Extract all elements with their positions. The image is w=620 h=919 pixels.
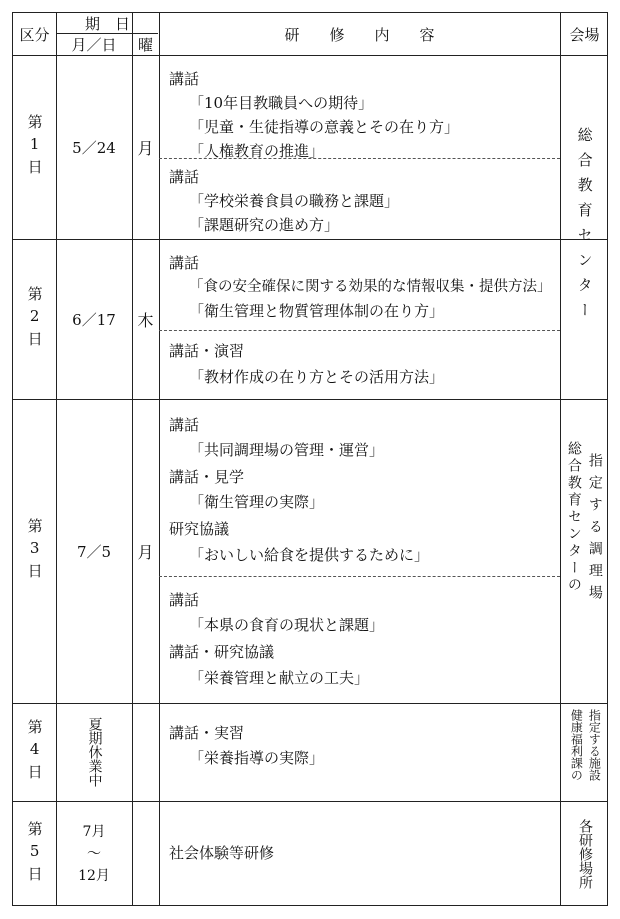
training-schedule-table — [12, 12, 608, 906]
item-kind: 研究協議 — [169, 520, 230, 538]
block-separator — [159, 330, 560, 331]
header-month-day: 月／日 — [71, 35, 117, 54]
item-title: 「おいしい給食を提供するために」 — [189, 546, 430, 564]
day-date: 7／5 — [76, 542, 112, 561]
venue-day4-line2: 健康福利課の — [569, 709, 584, 781]
header-content: 研 修 内 容 — [284, 25, 435, 44]
item-kind: 講話 — [169, 254, 200, 272]
day-weekday: 木 — [137, 310, 154, 330]
day-label: 第2日 — [25, 286, 44, 352]
day-weekday: 月 — [137, 542, 154, 562]
day-label: 第3日 — [25, 518, 44, 584]
day-date: 5／24 — [72, 138, 116, 157]
item-kind: 講話・見学 — [169, 468, 245, 486]
item-title: 「人権教育の推進」 — [189, 142, 325, 160]
item-title: 「食の安全確保に関する効果的な情報収集・提供方法」 — [189, 279, 552, 295]
day-label: 第4日 — [25, 719, 44, 785]
item-kind: 講話 — [169, 70, 200, 88]
item-title: 「衛生管理と物質管理体制の在り方」 — [189, 302, 445, 320]
day-date: 6／17 — [72, 310, 116, 329]
day-date — [56, 801, 132, 907]
item-title: 「10年目教職員への期待」 — [189, 94, 374, 112]
day-weekday — [132, 703, 159, 801]
venue-day4-line1: 指定する施設 — [587, 709, 602, 781]
date-line: 12月 — [78, 868, 110, 884]
day-label: 第1日 — [25, 114, 44, 180]
date-line: ～ — [87, 846, 101, 862]
day-label: 第5日 — [25, 821, 44, 887]
header-venue: 会場 — [569, 25, 600, 44]
item-title: 「学校栄養食員の職務と課題」 — [189, 192, 400, 210]
item-kind: 講話・研究協議 — [169, 643, 275, 661]
header-weekday: 曜 — [137, 35, 153, 54]
day-date: 夏期休業中 — [86, 717, 103, 787]
item-title: 「教材作成の在り方とその活用方法」 — [189, 368, 445, 386]
block-separator — [159, 576, 560, 577]
item-title: 「衛生管理の実際」 — [189, 493, 325, 511]
item-kind: 講話 — [169, 416, 200, 434]
item-kind: 講話 — [169, 168, 200, 186]
item-kind: 講話・演習 — [169, 342, 245, 360]
item-title: 「本県の食育の現状と課題」 — [189, 616, 385, 634]
item-kind: 社会体験等研修 — [169, 844, 275, 862]
venue-day3-line2: 総合教育センターの — [565, 441, 582, 594]
item-title: 「共同調理場の管理・運営」 — [189, 441, 385, 459]
header-kijitsu: 期 日 — [84, 14, 130, 33]
date-line: 7月 — [82, 824, 106, 840]
item-kind: 講話・実習 — [169, 724, 245, 742]
item-title: 「栄養管理と献立の工夫」 — [189, 669, 370, 687]
venue-day5: 各研修場所 — [576, 819, 593, 889]
item-title: 「栄養指導の実際」 — [189, 749, 325, 767]
col-divider — [159, 13, 160, 905]
venue-center: 総合教育センター — [575, 127, 594, 327]
day-weekday — [132, 801, 159, 907]
venue-day3-line1: 指定する調理場 — [586, 453, 603, 607]
header-kubun: 区分 — [19, 25, 50, 44]
item-title: 「児童・生徒指導の意義とその在り方」 — [189, 118, 460, 136]
day-weekday: 月 — [137, 138, 154, 158]
item-title: 「課題研究の進め方」 — [189, 216, 340, 234]
item-kind: 講話 — [169, 591, 200, 609]
